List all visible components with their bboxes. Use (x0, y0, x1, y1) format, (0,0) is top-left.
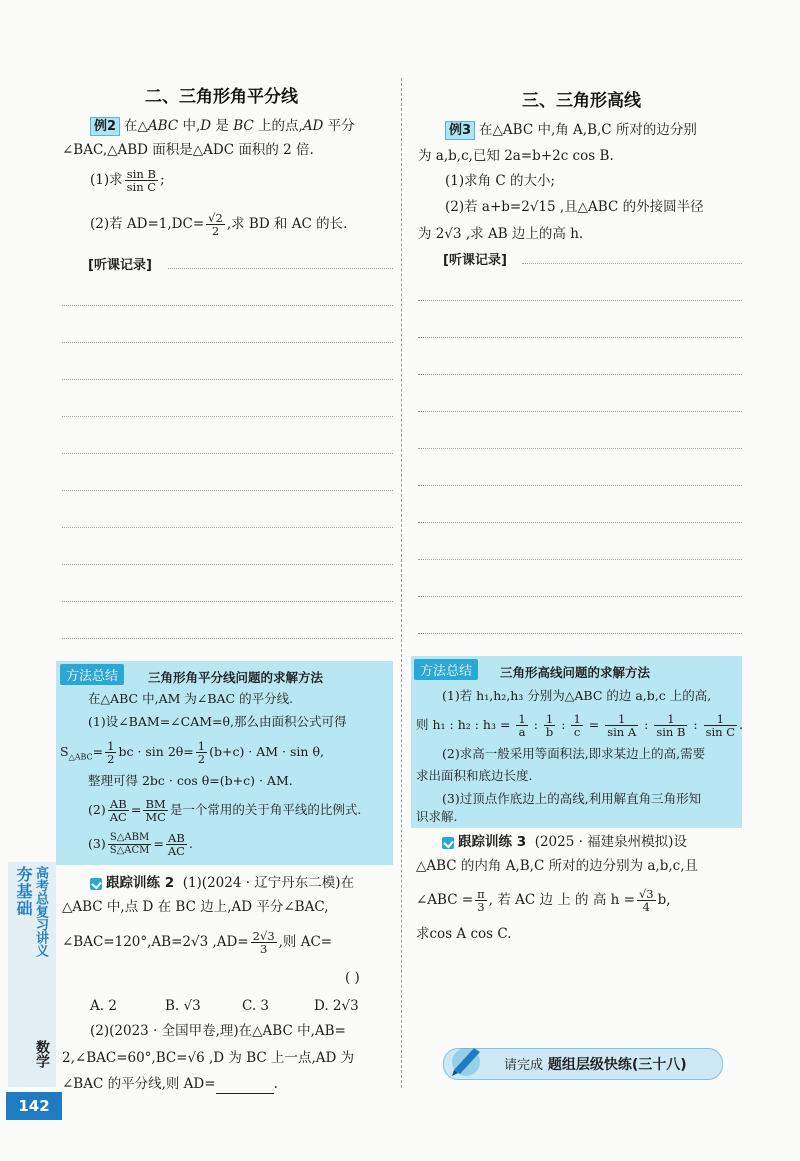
right-method-title: 三角形高线问题的求解方法 (500, 665, 651, 680)
example-2-q2: (2)若 AD=1,DC= $\frac{√2}{2}$ ,求 BD 和 AC 的长. (90, 211, 348, 238)
left-note-line (62, 527, 393, 528)
left-note-line (62, 379, 393, 380)
left-method-formula: $S_{\triangle ABC}=$ $\frac{1}{2}$ bc · sin 2θ= $\frac{1}{2}$ (b+c) · AM · sin θ, (60, 739, 324, 766)
left-note-line (62, 490, 393, 491)
option-d: D. 2√3 (314, 998, 359, 1014)
track-3-line1: 跟踪训练 3 (2025 · 福建泉州模拟)设 (442, 832, 687, 852)
sidebar-subject: 数学 (34, 1040, 50, 1068)
left-note-line (62, 342, 393, 343)
left-method-ratio: (2) $\frac{AB}{AC}$ = $\frac{BM}{MC}$ 是一个常用的关于角平线的比例式. (88, 797, 362, 824)
check-icon (90, 878, 102, 890)
right-notes-label: [听课记录] (443, 253, 507, 268)
left-method-tag: 方法总结 (60, 664, 124, 685)
left-notes-label: [听课记录] (88, 258, 152, 273)
track-2b-line2: 2,∠BAC=60°,BC=√6 ,D 为 BC 上一点,AD 为 (62, 1050, 355, 1066)
right-method-ratio: 则 h₁ : h₂ : h₃ = $\frac{1}{a}$ : $\frac{1}{b}$ : $\frac{1}{c}$ = $\frac{1}{\text{sin A}}$ : $\frac{1}{\text{sin B}}$ : $\frac{1}{\text{sin C}}$ . (416, 712, 744, 739)
example-3-q1: (1)求角 C 的大小; (445, 173, 556, 189)
track-2b-line1: (2)(2023 · 全国甲卷,理)在△ABC 中,AB= (90, 1023, 346, 1039)
left-section-title: 二、三角形角平分线 (145, 87, 298, 107)
left-note-line (62, 638, 393, 639)
right-note-line (418, 633, 742, 634)
track-2-line2: △ABC 中,点 D 在 BC 边上,AD 平分∠BAC, (62, 899, 329, 915)
right-note-line (418, 485, 742, 486)
left-method-line: (1)设∠BAM=∠CAM=θ,那么由面积公式可得 (88, 714, 347, 729)
right-method-tag: 方法总结 (414, 659, 478, 680)
right-method-line: (3)过顶点作底边上的高线,利用解直角三角形知 (442, 791, 702, 806)
right-note-line (418, 596, 742, 597)
left-note-line (168, 268, 393, 269)
right-note-line (418, 337, 742, 338)
right-note-line (418, 559, 742, 560)
right-method-line: 识求解. (416, 809, 458, 824)
track-3-line2: △ABC 的内角 A,B,C 所对的边分别为 a,b,c,且 (416, 858, 699, 874)
column-divider (401, 78, 402, 1088)
example-3-line1: 例3 在△ABC 中,角 A,B,C 所对的边分别 (445, 120, 697, 140)
option-c: C. 3 (242, 998, 270, 1014)
right-method-line: (2)求高一般采用等面积法,即求某边上的高,需要 (442, 746, 706, 761)
example-2-line2: ∠BAC,△ABD 面积是△ADC 面积的 2 倍. (62, 142, 314, 158)
page-number: 142 (6, 1092, 62, 1120)
right-note-line (418, 411, 742, 412)
example-3-tag: 例3 (445, 121, 475, 140)
pen-icon (444, 1038, 488, 1078)
example-3-q2-line2: 为 2√3 ,求 AB 边上的高 h. (418, 226, 584, 242)
right-note-line (418, 448, 742, 449)
right-note-line (522, 263, 742, 264)
option-b: B. √3 (165, 998, 201, 1014)
left-note-line (62, 453, 393, 454)
right-note-line (418, 300, 742, 301)
track-2-line1: 跟踪训练 2 (1)(2024 · 辽宁丹东二模)在 (90, 873, 354, 893)
q2-fraction: $\frac{√2}{2}$ (208, 211, 223, 238)
practice-banner-text[interactable]: 请完成 题组层级快练(三十八) (504, 1057, 687, 1073)
track-3-label: 跟踪训练 3 (458, 834, 527, 850)
sidebar-series: 高考总复习讲义 (33, 866, 48, 957)
track-2b-line3: ∠BAC 的平分线,则 AD= . (62, 1076, 278, 1092)
track-2-label: 跟踪训练 2 (106, 875, 175, 891)
left-method-line: 整理可得 2bc · cos θ=(b+c) · AM. (88, 773, 293, 788)
option-a: A. 2 (90, 998, 117, 1014)
example-2-tag: 例2 (90, 117, 120, 136)
left-note-line (62, 564, 393, 565)
left-method-title: 三角形角平分线问题的求解方法 (148, 670, 324, 685)
left-method-area-ratio: (3) $\frac{\text{S△ABM}}{\text{S△ACM}}$ = $\frac{AB}{AC}$ . (88, 831, 193, 858)
answer-paren: ( ) (345, 970, 360, 986)
example-3-q2-line1: (2)若 a+b=2√15 ,且△ABC 的外接圆半径 (445, 199, 704, 215)
left-method-line: 在△ABC 中,AM 为∠BAC 的平分线. (88, 691, 294, 706)
track-2-line3: ∠BAC=120°,AB=2√3 ,AD= $\frac{2√3}{3}$ ,则 AC= (62, 929, 333, 956)
left-note-line (62, 601, 393, 602)
left-note-line (62, 305, 393, 306)
right-note-line (418, 374, 742, 375)
example-2-q1: (1)求 $\frac{\text{sin B}}{\text{sin C}}$ ; (90, 167, 165, 194)
right-method-line: (1)若 h₁,h₂,h₃ 分别为△ABC 的边 a,b,c 上的高, (442, 688, 712, 703)
example-2-line1: 例2 在△ABC 中,D 是 BC 上的点,AD 平分 (90, 116, 355, 136)
answer-blank (216, 1079, 274, 1094)
check-icon (442, 837, 454, 849)
example-3-line2: 为 a,b,c,已知 2a=b+2c cos B. (418, 148, 614, 164)
left-note-line (62, 416, 393, 417)
track-3-line4: 求cos A cos C. (416, 926, 512, 942)
q1-fraction: $\frac{\text{sin B}}{\text{sin C}}$ (126, 167, 157, 194)
right-section-title: 三、三角形高线 (522, 91, 641, 111)
right-note-line (418, 522, 742, 523)
right-method-line: 求出面积和底边长度. (416, 768, 533, 783)
track-3-line3: ∠ABC = $\frac{\pi}{3}$ , 若 AC 边 上 的 高 h = $\frac{√3}{4}$ b, (416, 887, 671, 914)
sidebar-brand: 夯基础 (14, 866, 33, 917)
